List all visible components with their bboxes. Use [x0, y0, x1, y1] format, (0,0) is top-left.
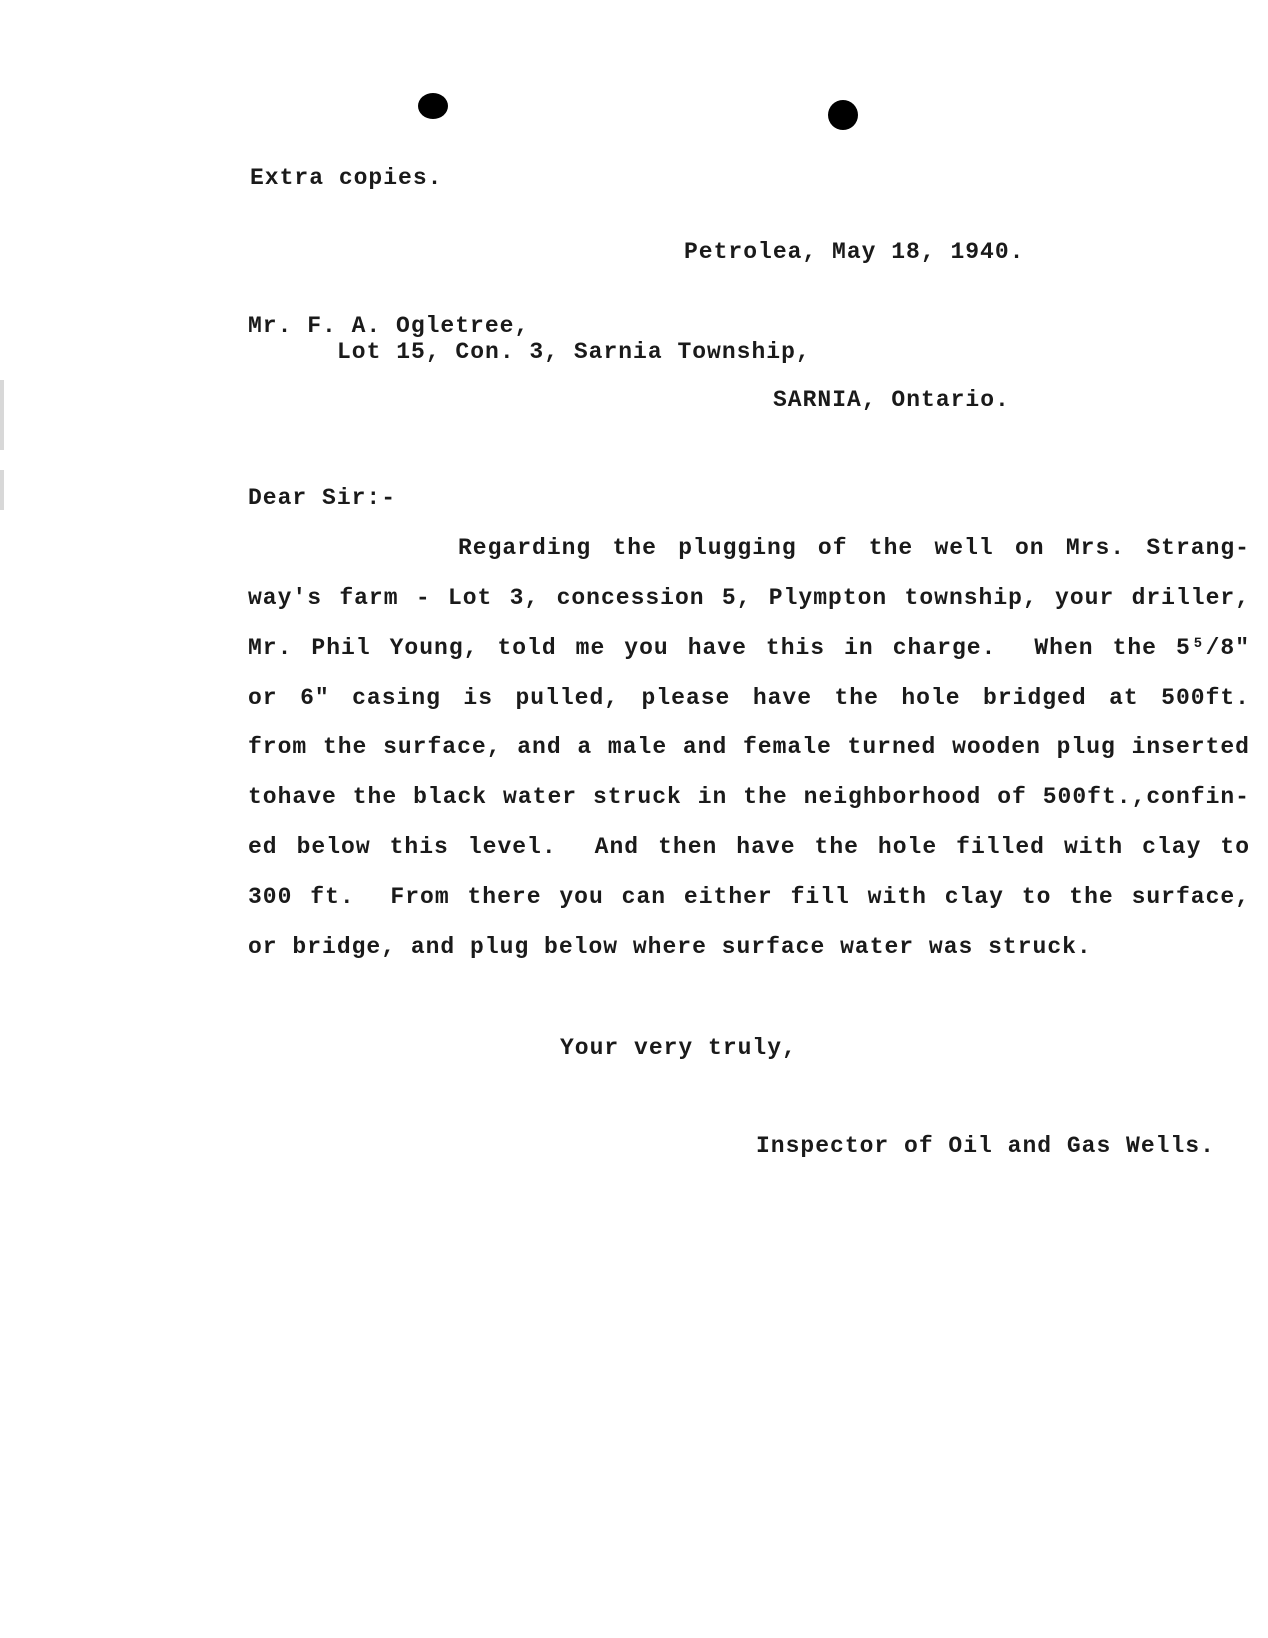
- scan-edge-mark: [0, 380, 4, 450]
- body-line: Mr. Phil Young, told me you have this in charge. When the 5⁵/8": [248, 635, 1250, 661]
- body-line: ed below this level. And then have the hole filled with clay to: [248, 834, 1250, 860]
- closing: Your very truly,: [560, 1035, 797, 1061]
- body-line: tohave the black water struck in the neighborhood of 500ft.,confin-: [248, 784, 1250, 810]
- extra-copies-note: Extra copies.: [250, 165, 443, 191]
- recipient-city: SARNIA, Ontario.: [773, 387, 1010, 413]
- body-line: from the surface, and a male and female turned wooden plug inserted: [248, 734, 1250, 760]
- signature-title: Inspector of Oil and Gas Wells.: [756, 1133, 1215, 1159]
- letter-date: Petrolea, May 18, 1940.: [684, 239, 1025, 265]
- recipient-location: Lot 15, Con. 3, Sarnia Township,: [337, 339, 811, 365]
- body-line: or 6" casing is pulled, please have the hole bridged at 500ft.: [248, 685, 1250, 711]
- recipient-name: Mr. F. A. Ogletree,: [248, 313, 530, 339]
- body-line: 300 ft. From there you can either fill with clay to the surface,: [248, 884, 1250, 910]
- salutation: Dear Sir:-: [248, 485, 397, 511]
- punch-hole: [418, 93, 448, 119]
- body-line: or bridge, and plug below where surface water was struck.: [248, 934, 1092, 960]
- punch-hole: [828, 100, 858, 130]
- body-line: Regarding the plugging of the well on Mrs. Strang-: [458, 535, 1250, 561]
- body-line: way's farm - Lot 3, concession 5, Plympton township, your driller,: [248, 585, 1250, 611]
- scan-edge-mark: [0, 470, 4, 510]
